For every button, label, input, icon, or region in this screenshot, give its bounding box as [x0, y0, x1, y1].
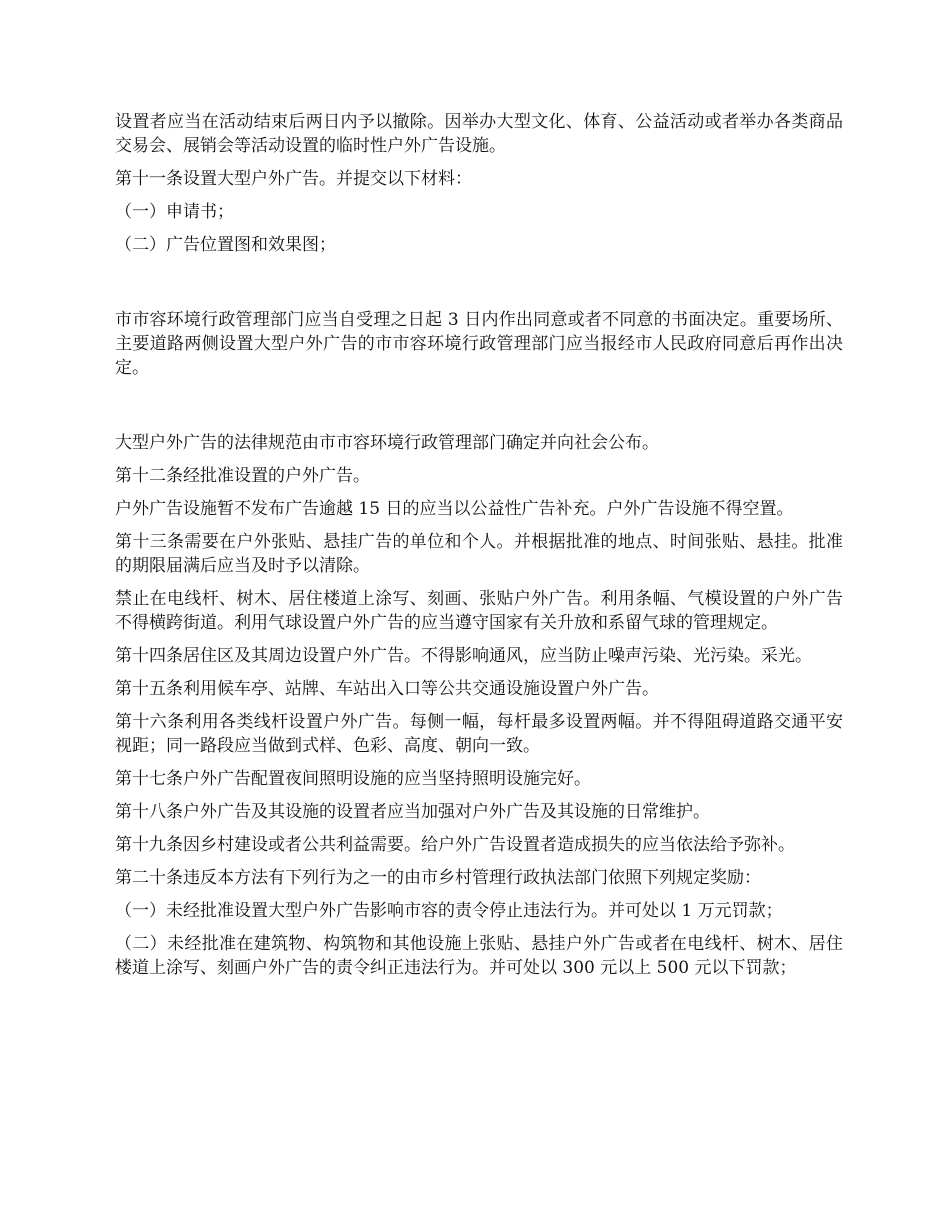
paragraph-article-20: 第二十条违反本方法有下列行为之一的由市乡村管理行政执法部门依照下列规定奖励：	[115, 868, 761, 888]
document-body	[115, 110, 843, 989]
paragraph-article-15: 第十五条利用候车亭、站牌、车站出入口等公共交通设施设置户外广告。	[115, 679, 659, 699]
paragraph-article-11: 第十一条设置大型户外广告。并提交以下材料：	[115, 169, 472, 189]
paragraph-vacancy: 户外广告设施暂不发布广告逾越 15 日的应当以公益性广告补充。户外广告设施不得空置。	[115, 499, 794, 519]
list-item-penalty-1: （一）未经批准设置大型户外广告影响市容的责令停止违法行为。并可处以 1 万元罚款；	[115, 901, 783, 921]
paragraph-article-14: 第十四条居住区及其周边设置户外广告。不得影响通风，应当防止噪声污染、光污染。采光。	[115, 646, 812, 666]
paragraph-article-13: 第十三条需要在户外张贴、悬挂广告的单位和个人。并根据批准的地点、时间张贴、悬挂。批准的期限届满后应当及时予以清除。	[115, 532, 843, 576]
paragraph-article-19: 第十九条因乡村建设或者公共利益需要。给户外广告设置者造成损失的应当依法给予弥补。	[115, 835, 795, 855]
paragraph-article-12: 第十二条经批准设置的户外广告。	[115, 466, 370, 486]
paragraph-decision: 市市容环境行政管理部门应当自受理之日起 3 日内作出同意或者不同意的书面决定。重要场所、主要道路两侧设置大型户外广告的市市容环境行政管理部门应当报经市人民政府同意后再作出决定。	[115, 310, 843, 378]
list-item-application: （一）申请书；	[115, 202, 234, 222]
list-item-location-drawing: （二）广告位置图和效果图；	[115, 235, 336, 255]
paragraph-article-18: 第十八条户外广告及其设施的设置者应当加强对户外广告及其设施的日常维护。	[115, 802, 710, 822]
paragraph-article-17: 第十七条户外广告配置夜间照明设施的应当坚持照明设施完好。	[115, 769, 591, 789]
paragraph-gap	[115, 266, 843, 308]
paragraph-norms: 大型户外广告的法律规范由市市容环境行政管理部门确定并向社会公布。	[115, 433, 659, 453]
paragraph-article-16: 第十六条利用各类线杆设置户外广告。每侧一幅，每杆最多设置两幅。并不得阻碍道路交通平安视距；同一路段应当做到式样、色彩、高度、朝向一致。	[115, 712, 843, 756]
paragraph-gap	[115, 389, 843, 431]
paragraph-prohibition: 禁止在电线杆、树木、居住楼道上涂写、刻画、张贴户外广告。利用条幅、气模设置的户外广告不得横跨街道。利用气球设置户外广告的应当遵守国家有关升放和系留气球的管理规定。	[115, 589, 843, 633]
paragraph-intro: 设置者应当在活动结束后两日内予以撤除。因举办大型文化、体育、公益活动或者举办各类商品交易会、展销会等活动设置的临时性户外广告设施。	[115, 112, 843, 156]
list-item-penalty-2: （二）未经批准在建筑物、构筑物和其他设施上张贴、悬挂户外广告或者在电线杆、树木、居住楼道上涂写、刻画户外广告的责令纠正违法行为。并可处以 300 元以上 500 元以下罚款；	[115, 934, 843, 978]
